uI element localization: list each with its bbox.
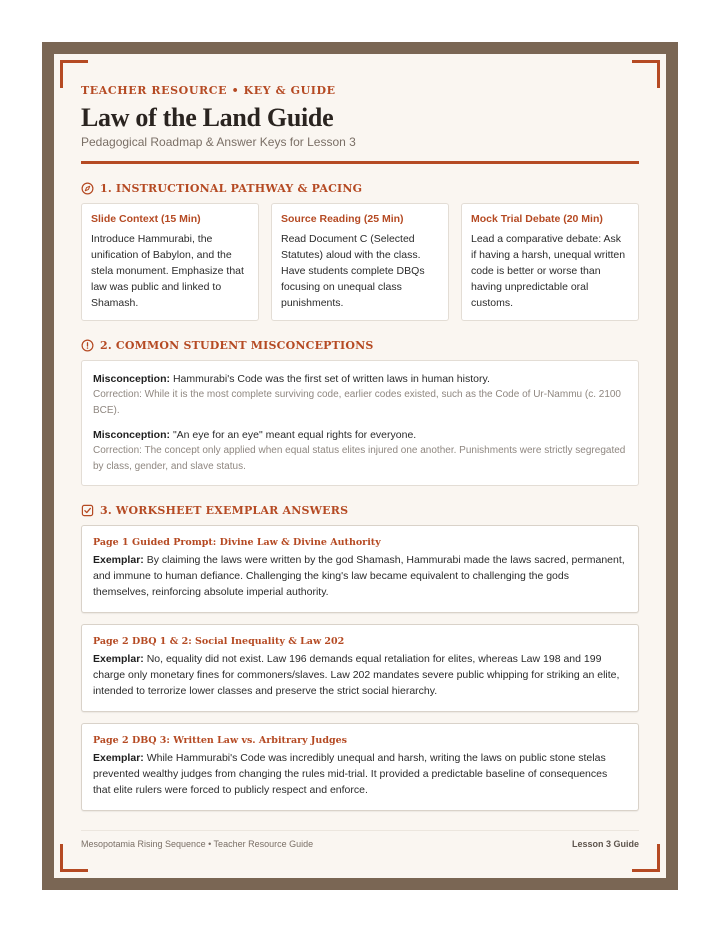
section-title-misconceptions: 2. COMMON STUDENT MISCONCEPTIONS — [100, 339, 374, 352]
page-title: Law of the Land Guide — [81, 103, 334, 132]
page-footer — [81, 830, 639, 849]
pacing-card-body: Read Document C (Selected Statutes) aloud with the class. Have students complete DBQs focusing on unequal class punishments. — [281, 233, 425, 309]
exemplar-label: Exemplar: — [93, 554, 144, 566]
misconception-text: "An eye for an eye" meant equal rights for everyone. — [172, 429, 417, 441]
pacing-card-body: Introduce Hammurabi, the unification of Babylon, and the stela monument. Emphasize that law was public and linked to Shamash. — [91, 233, 244, 309]
footer-lesson: Lesson 3 Guide — [571, 839, 639, 849]
section-title-answers: 3. WORKSHEET EXEMPLAR ANSWERS — [100, 504, 349, 517]
misconception-item — [93, 427, 627, 475]
pacing-card-title: Mock Trial Debate (20 Min) — [471, 213, 603, 225]
alert-circle-icon — [81, 339, 94, 352]
exemplar-text: While Hammurabi's Code was incredibly unequal and harsh, writing the laws on public stone stelas prevented wealthy judges from changing the rules mid-trial. It provided a predictable baseline of consequences that elite rulers were forced to publicly respect and enforce. — [93, 752, 608, 796]
pacing-card-body: Lead a comparative debate: Ask if having a harsh, unequal written code is better or worse than having unpredictable oral customs. — [471, 233, 626, 309]
section-header-answers — [81, 504, 639, 517]
pacing-cards — [81, 203, 639, 321]
pacing-card — [461, 203, 639, 321]
misconception-label: Misconception: — [93, 429, 171, 441]
exemplar-title: Page 2 DBQ 3: Written Law vs. Arbitrary Judges — [93, 735, 348, 746]
pacing-card — [81, 203, 259, 321]
pacing-card-title: Slide Context (15 Min) — [91, 213, 201, 225]
page-subtitle: Pedagogical Roadmap & Answer Keys for Lesson 3 — [81, 135, 356, 149]
section-header-misconceptions — [81, 339, 639, 352]
exemplar-title: Page 1 Guided Prompt: Divine Law & Divine Authority — [93, 537, 381, 548]
correction-text: Correction: The concept only applied when equal status elites injured one another. Punishments were strictly segregated by class, gender, and slave status. — [93, 445, 626, 472]
misconception-text: Hammurabi's Code was the first set of written laws in human history. — [172, 373, 490, 385]
exemplar-text: No, equality did not exist. Law 196 demands equal retaliation for elites, whereas Law 198 and 199 charge only monetary fines for commoners/slaves. Law 202 mandates severe public whipping for striking an elite, intended to terrorize lower classes and preserve the strict social hierarchy. — [93, 653, 620, 697]
checkbox-icon — [81, 504, 94, 517]
misconception-label: Misconception: — [93, 373, 171, 385]
eyebrow-label: TEACHER RESOURCE • KEY & GUIDE — [81, 84, 336, 97]
exemplar-card — [81, 525, 639, 613]
section-header-pathway — [81, 182, 639, 195]
document-content — [81, 84, 639, 811]
exemplar-title: Page 2 DBQ 1 & 2: Social Inequality & Law 202 — [93, 636, 345, 647]
exemplar-label: Exemplar: — [93, 752, 144, 764]
title-divider — [81, 161, 639, 164]
compass-icon — [81, 182, 94, 195]
exemplar-card — [81, 624, 639, 712]
pacing-card-title: Source Reading (25 Min) — [281, 213, 404, 225]
exemplar-card — [81, 723, 639, 811]
correction-text: Correction: While it is the most complete surviving code, earlier codes existed, such as the Code of Ur-Nammu (c. 2100 BCE). — [93, 389, 621, 416]
pacing-card — [271, 203, 449, 321]
misconception-item — [93, 371, 627, 419]
exemplar-label: Exemplar: — [93, 653, 144, 665]
footer-series: Mesopotamia Rising Sequence • Teacher Resource Guide — [81, 839, 314, 849]
misconceptions-box — [81, 360, 639, 486]
exemplar-text: By claiming the laws were written by the god Shamash, Hammurabi made the laws sacred, permanent, and immune to human defiance. Challenging the king's law became equivalent to challenging the gods themselves, reinforcing absolute imperial authority. — [93, 554, 625, 598]
section-title-pathway: 1. INSTRUCTIONAL PATHWAY & PACING — [100, 182, 363, 195]
